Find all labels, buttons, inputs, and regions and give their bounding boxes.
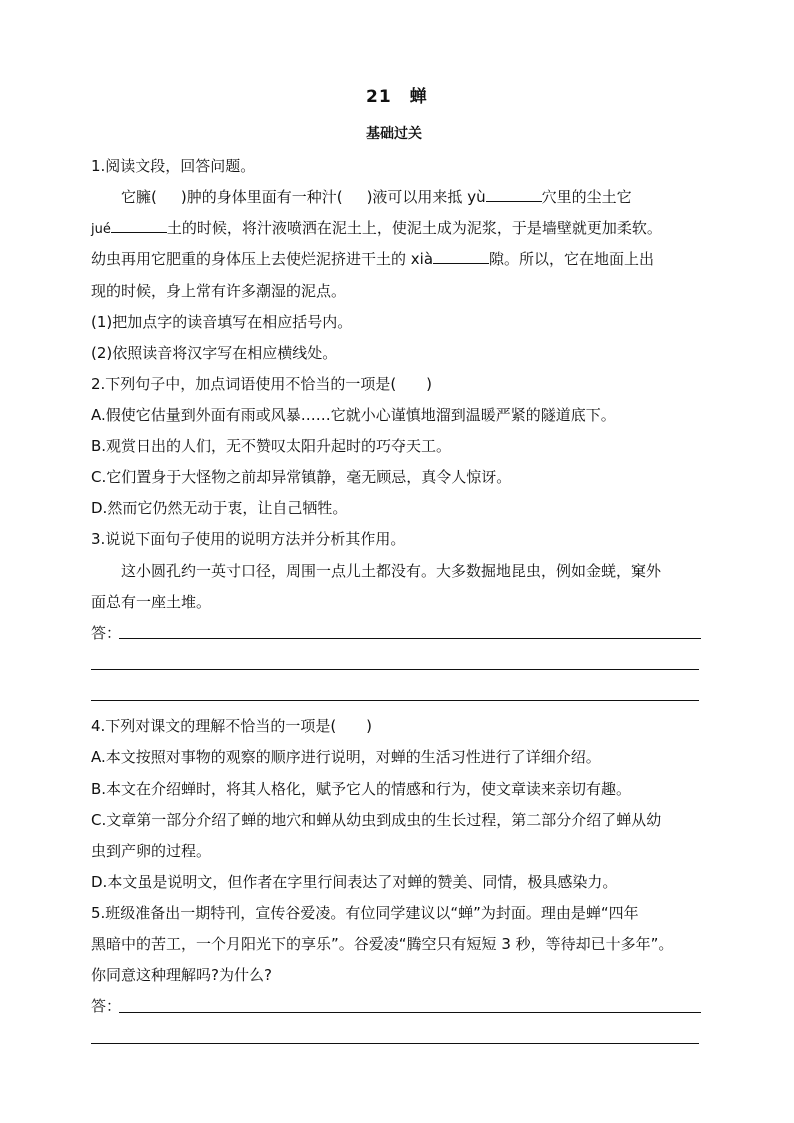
q1-text: )液可以用来抵 yù bbox=[366, 188, 486, 206]
char-answer-blank[interactable] bbox=[433, 249, 489, 264]
q1-para-line3 bbox=[91, 249, 654, 269]
q3-answer-label: 答： bbox=[91, 624, 122, 642]
q2-stem: 2.下列句子中，加点词语使用不恰当的一项是( ) bbox=[91, 375, 433, 393]
q3-stem: 3.说说下面句子使用的说明方法并分析其作用。 bbox=[91, 530, 406, 548]
q5-stem-line3: 你同意这种理解吗?为什么? bbox=[91, 966, 272, 984]
q1-para-line4: 现的时候，身上常有许多潮湿的泥点。 bbox=[91, 282, 347, 300]
q1-text: 穴里的尘土它 bbox=[541, 188, 632, 206]
q2-option-b[interactable]: B.观赏日出的人们，无不赞叹太阳升起时的巧夺天工。 bbox=[91, 437, 452, 455]
q3-quote-line1: 这小圆孔约一英寸口径，周围一点儿土都没有。大多数掘地昆虫，例如金蜣，窠外 bbox=[121, 562, 662, 580]
section-heading: 基础过关 bbox=[366, 126, 422, 142]
q1-para-line2 bbox=[91, 218, 662, 240]
q2-option-c[interactable]: C.它们置身于大怪物之前却异常镇静，毫无顾忌，真令人惊讶。 bbox=[91, 468, 512, 486]
q3-answer-line[interactable] bbox=[91, 669, 699, 670]
char-answer-blank[interactable] bbox=[486, 187, 542, 202]
q1-text: 土的时候，将汁液喷洒在泥土上，使泥土成为泥浆，于是墙壁就更加柔软。 bbox=[166, 219, 662, 237]
q4-option-d[interactable]: D.本文虽是说明文，但作者在字里行间表达了对蝉的赞美、同情，极具感染力。 bbox=[91, 873, 618, 891]
q1-text: 它臃( bbox=[121, 188, 157, 206]
q4-option-a[interactable]: A.本文按照对事物的观察的顺序进行说明，对蝉的生活习性进行了详细介绍。 bbox=[91, 748, 601, 766]
q5-answer-label: 答： bbox=[91, 997, 122, 1015]
q5-stem-line1: 5.班级准备出一期特刊，宣传谷爱凌。有位同学建议以“蝉”为封面。理由是蝉“四年 bbox=[91, 904, 639, 922]
q1-stem: 1.阅读文段，回答问题。 bbox=[91, 157, 256, 175]
q1-sub2: (2)依照读音将汉字写在相应横线处。 bbox=[91, 344, 338, 362]
q1-text: 隙。所以，它在地面上出 bbox=[489, 250, 655, 268]
q4-stem: 4.下列对课文的理解不恰当的一项是( ) bbox=[91, 717, 373, 735]
q1-text: )肿的身体里面有一种汁( bbox=[180, 188, 343, 206]
q2-option-a[interactable]: A.假使它估量到外面有雨或风暴……它就小心谨慎地溜到温暖严紧的隧道底下。 bbox=[91, 406, 616, 424]
q3-answer-line[interactable] bbox=[119, 638, 701, 639]
q3-answer-line[interactable] bbox=[91, 700, 699, 701]
q5-stem-line2: 黑暗中的苦工，一个月阳光下的享乐”。谷爱凌“腾空只有短短 3 秒，等待却已十多年”。 bbox=[91, 935, 674, 953]
q1-para-line1 bbox=[121, 187, 632, 207]
q2-option-d[interactable]: D.然而它仍然无动于衷，让自己牺牲。 bbox=[91, 499, 348, 517]
q4-option-c-line1[interactable]: C.文章第一部分介绍了蝉的地穴和蝉从幼虫到成虫的生长过程，第二部分介绍了蝉从幼 bbox=[91, 811, 662, 829]
q5-answer-line[interactable] bbox=[119, 1012, 701, 1013]
char-answer-blank[interactable] bbox=[111, 218, 167, 233]
worksheet-title: 21 蝉 bbox=[366, 87, 428, 107]
q5-answer-line[interactable] bbox=[91, 1043, 699, 1044]
q4-option-c-line2[interactable]: 虫到产卵的过程。 bbox=[91, 842, 212, 860]
q3-quote-line2: 面总有一座土堆。 bbox=[91, 593, 212, 611]
pinyin-text: jué bbox=[91, 222, 111, 237]
q1-text: 幼虫再用它肥重的身体压上去使烂泥挤进干土的 xià bbox=[91, 250, 434, 268]
q4-option-b[interactable]: B.本文在介绍蝉时，将其人格化，赋予它人的情感和行为，使文章读来亲切有趣。 bbox=[91, 780, 632, 798]
q1-sub1: (1)把加点字的读音填写在相应括号内。 bbox=[91, 313, 353, 331]
